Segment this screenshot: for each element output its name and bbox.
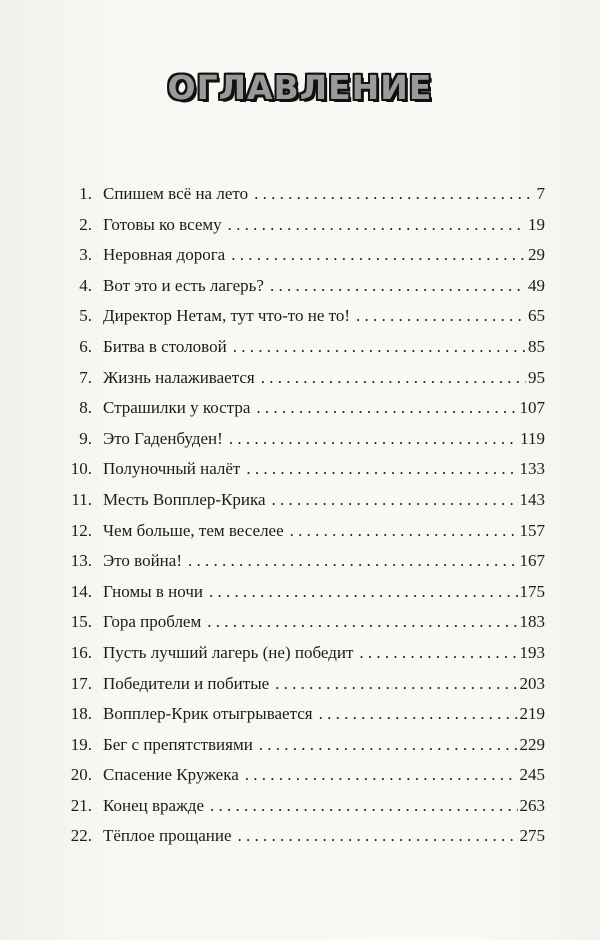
toc-entry-number: 15.: [70, 612, 92, 632]
toc-entry-page: 19: [528, 214, 545, 234]
toc-entry: [0, 607, 600, 638]
toc-entry-title: Гора проблем: [103, 612, 202, 632]
toc-entry-page: 229: [519, 734, 545, 754]
toc-entry-line: [103, 577, 545, 608]
toc-leader-dots: [231, 240, 526, 271]
toc-entry-page: 183: [519, 612, 545, 632]
toc-entry-title: Директор Нетам, тут что-то не то!: [103, 306, 351, 326]
toc-entry: [0, 577, 600, 608]
toc-entry: [0, 393, 600, 424]
toc-entry-number: 14.: [70, 581, 92, 601]
toc-entry: [0, 760, 600, 791]
toc-entry-title: Конец вражде: [103, 795, 204, 815]
toc-entry-title: Пусть лучший лагерь (не) победит: [103, 642, 354, 662]
toc-entry-title: Спасение Кружека: [103, 765, 239, 785]
toc-entry-line: [103, 791, 545, 822]
toc-entry-page: 175: [519, 581, 545, 601]
toc-entry-page: 275: [519, 826, 545, 846]
toc-leader-dots: [319, 699, 518, 730]
toc-entry-page: 107: [519, 398, 545, 418]
toc-entry: [0, 791, 600, 822]
toc-entry-title: Страшилки у костра: [103, 398, 251, 418]
toc-leader-dots: [238, 821, 518, 852]
toc-leader-dots: [290, 516, 518, 547]
toc-entry-page: 119: [520, 428, 545, 448]
toc-leader-dots: [245, 760, 518, 791]
toc-entry-number: 16.: [70, 642, 92, 662]
toc-entry-title: Неровная дорога: [103, 245, 226, 265]
toc-entry-line: [103, 699, 545, 730]
toc-entry-number: 11.: [71, 489, 92, 509]
toc-entry-line: [103, 271, 545, 302]
toc-leader-dots: [270, 271, 526, 302]
toc-leader-dots: [188, 546, 518, 577]
toc-entry-title: Это Гаденбуден!: [103, 428, 223, 448]
toc-entry-line: [103, 363, 545, 394]
toc-entry-number: 4.: [79, 275, 92, 295]
toc-entry-line: [103, 454, 545, 485]
toc-leader-dots: [275, 669, 517, 700]
toc-leader-dots: [359, 638, 517, 669]
toc-leader-dots: [228, 210, 526, 241]
toc-leader-dots: [256, 393, 517, 424]
toc-entry-line: [103, 669, 545, 700]
toc-leader-dots: [246, 454, 517, 485]
toc-entry-number: 3.: [79, 245, 92, 265]
toc-entry-number: 5.: [79, 306, 92, 326]
toc-leader-dots: [233, 332, 526, 363]
toc-entry-title: Тёплое прощание: [103, 826, 232, 846]
toc-entry-title: Это война!: [103, 551, 182, 571]
toc-entry-page: 65: [528, 306, 545, 326]
toc-entry-page: 167: [519, 551, 545, 571]
toc-entry-number: 17.: [70, 673, 92, 693]
toc-entry-line: [103, 638, 545, 669]
toc-entry-number: 22.: [70, 826, 92, 846]
toc-entry-page: 203: [519, 673, 545, 693]
toc-entry: [0, 454, 600, 485]
toc-entry: [0, 271, 600, 302]
toc-entry-number: 7.: [79, 367, 92, 387]
toc-entry-page: 245: [519, 765, 545, 785]
toc-entry: [0, 363, 600, 394]
toc-entry-line: [103, 179, 545, 210]
toc-entry: [0, 301, 600, 332]
toc-entry-number: 1.: [79, 184, 92, 203]
toc-entry-number: 12.: [70, 520, 92, 540]
toc-entry: [0, 516, 600, 547]
toc-entry-number: 21.: [70, 795, 92, 815]
toc-entry-title: Спишем всё на лето: [103, 184, 249, 203]
toc-entry-line: [103, 607, 545, 638]
toc-entry-number: 13.: [70, 551, 92, 571]
toc-entry-number: 10.: [70, 459, 92, 479]
toc-leader-dots: [254, 179, 534, 210]
toc-entry-page: 29: [528, 245, 545, 265]
toc-entry: [0, 730, 600, 761]
toc-entry-page: 95: [528, 367, 545, 387]
toc-entry-title: Чем больше, тем веселее: [103, 520, 284, 540]
toc-entry-page: 85: [528, 336, 545, 356]
toc-leader-dots: [209, 577, 518, 608]
toc-entry-line: [103, 485, 545, 516]
toc-leader-dots: [210, 791, 518, 822]
toc-entry-line: [103, 332, 545, 363]
toc-entry: [0, 179, 600, 210]
toc-entry-title: Победители и побитые: [103, 673, 270, 693]
toc-entry: [0, 332, 600, 363]
toc-entry-line: [103, 546, 545, 577]
toc-entry-title: Вопплер-Крик отыгрывается: [103, 704, 313, 724]
toc-entry-number: 20.: [70, 765, 92, 785]
toc-entry-number: 9.: [79, 428, 92, 448]
toc-entry-line: [103, 821, 545, 852]
toc-entry-page: 49: [528, 275, 545, 295]
toc-entry-page: 133: [519, 459, 545, 479]
toc-entry: [0, 485, 600, 516]
toc-entry: [0, 424, 600, 455]
toc-leader-dots: [259, 730, 518, 761]
toc-entry-line: [103, 424, 545, 455]
toc-leader-dots: [261, 363, 526, 394]
toc-entry-line: [103, 210, 545, 241]
toc-entry-page: 157: [519, 520, 545, 540]
toc-entry-page: 193: [519, 642, 545, 662]
toc-entry-title: Месть Вопплер-Крика: [103, 489, 266, 509]
toc-entry-line: [103, 516, 545, 547]
toc-entry: [0, 638, 600, 669]
toc-entry-title: Жизнь налаживается: [103, 367, 255, 387]
toc-entry-page: 219: [519, 704, 545, 724]
table-of-contents: [0, 179, 600, 852]
toc-entry: [0, 821, 600, 852]
toc-entry: [0, 240, 600, 271]
toc-entry-number: 18.: [70, 704, 92, 724]
toc-entry-page: 263: [519, 795, 545, 815]
toc-entry-number: 19.: [70, 734, 92, 754]
page-title: ОГЛАВЛЕНИЕ: [167, 68, 433, 107]
toc-entry: [0, 546, 600, 577]
toc-entry-title: Гномы в ночи: [103, 581, 203, 601]
toc-entry-title: Битва в столовой: [103, 336, 227, 356]
toc-entry-line: [103, 730, 545, 761]
toc-entry-number: 8.: [79, 398, 92, 418]
toc-entry-line: [103, 760, 545, 791]
toc-entry-line: [103, 301, 545, 332]
toc-entry-number: 6.: [79, 336, 92, 356]
toc-entry-title: Готовы ко всему: [103, 214, 222, 234]
toc-entry-title: Бег с препятствиями: [103, 734, 253, 754]
toc-entry-title: Вот это и есть лагерь?: [103, 275, 264, 295]
toc-entry-page: 7: [536, 184, 545, 203]
toc-leader-dots: [356, 301, 526, 332]
toc-entry-line: [103, 240, 545, 271]
toc-entry-page: 143: [519, 489, 545, 509]
toc-entry: [0, 210, 600, 241]
toc-leader-dots: [229, 424, 518, 455]
toc-leader-dots: [272, 485, 518, 516]
toc-entry: [0, 669, 600, 700]
toc-entry: [0, 699, 600, 730]
toc-entry-number: 2.: [79, 214, 92, 234]
toc-entry-line: [103, 393, 545, 424]
toc-leader-dots: [207, 607, 517, 638]
toc-entry-title: Полуночный налёт: [103, 459, 241, 479]
